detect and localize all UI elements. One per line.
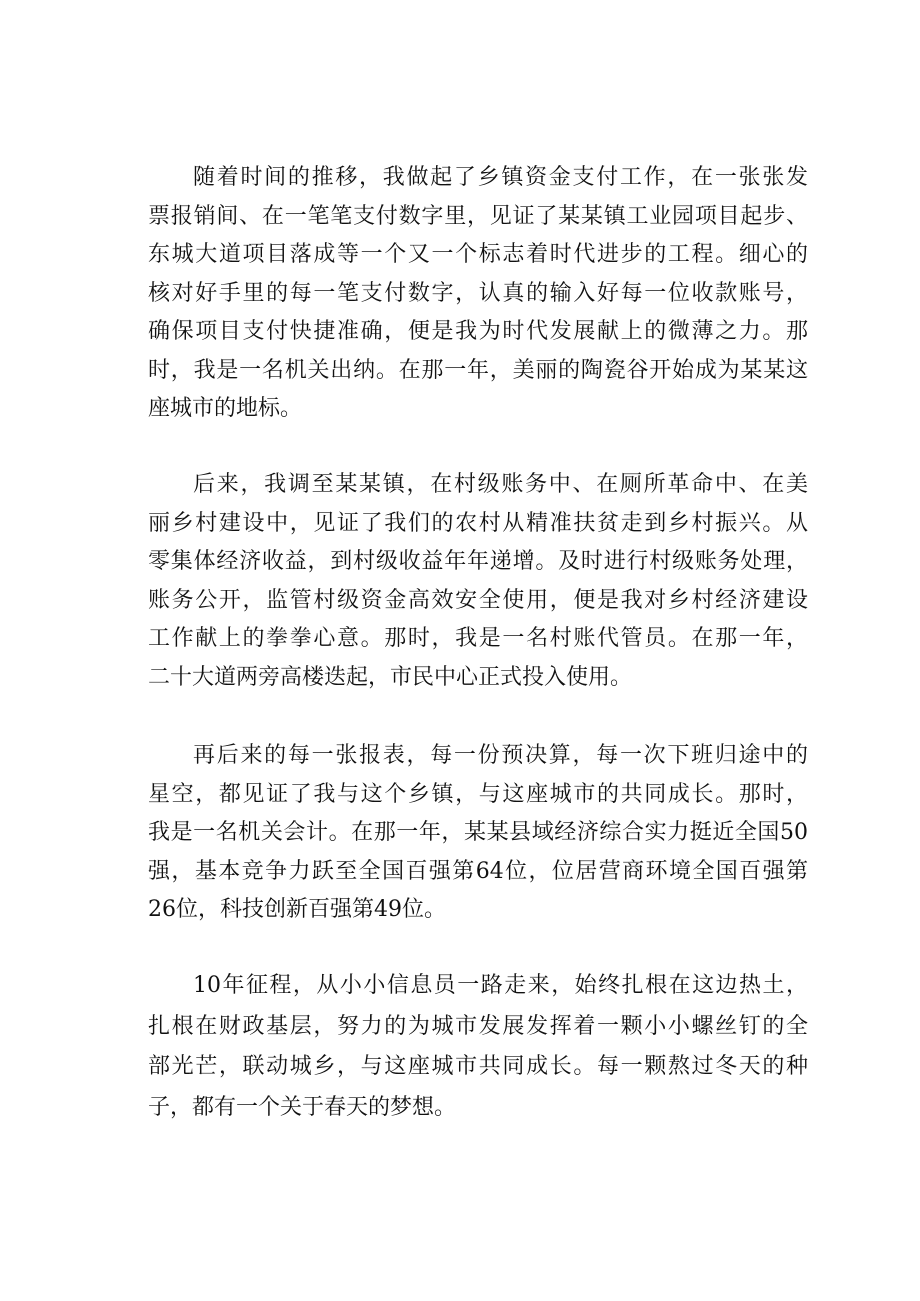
paragraph-line: 丽乡村建设中，见证了我们的农村从精准扶贫走到乡村振兴。从 — [148, 510, 808, 536]
paragraph-line: 核对好手里的每一笔支付数字，认真的输入好每一位收款账号， — [148, 280, 808, 306]
paragraph-line: 再后来的每一张报表，每一份预决算，每一次下班归途中的 — [193, 743, 808, 768]
paragraph-line: 26位，科技创新百强第49位。 — [148, 897, 446, 922]
paragraph-line: 星空，都见证了我与这个乡镇，与这座城市的共同成长。那时， — [148, 781, 808, 807]
paragraph-line: 零集体经济收益，到村级收益年年递增。及时进行村级账务处理， — [148, 549, 808, 574]
paragraph-line: 时，我是一名机关出纳。在那一年，美丽的陶瓷谷开始成为某某这 — [148, 357, 808, 383]
paragraph-line: 东城大道项目落成等一个又一个标志着时代进步的工程。细心的 — [148, 242, 808, 267]
paragraph-line: 扎根在财政基层，努力的为城市发展发挥着一颗小小螺丝钉的全 — [148, 1013, 808, 1039]
paragraph-line: 后来，我调至某某镇，在村级账务中、在厕所革命中、在美 — [193, 472, 808, 497]
paragraph-line: 座城市的地标。 — [148, 396, 303, 421]
paragraph-line: 部光芒，联动城乡，与这座城市共同成长。每一颗熬过冬天的种 — [148, 1054, 808, 1079]
paragraph-line: 我是一名机关会计。在那一年，某某县域经济综合实力挺近全国50 — [148, 820, 808, 845]
paragraph-line: 10年征程，从小小信息员一路走来，始终扎根在这边热土， — [193, 973, 808, 998]
paragraph-4 — [148, 966, 808, 1128]
paragraph-line: 子，都有一个关于春天的梦想。 — [148, 1094, 457, 1120]
paragraph-line: 二十大道两旁高楼迭起，市民中心正式投入使用。 — [148, 664, 633, 690]
paragraph-line: 确保项目支付快捷准确，便是我为时代发展献上的微薄之力。那 — [148, 319, 808, 344]
paragraph-2 — [148, 466, 808, 697]
paragraph-1 — [148, 159, 808, 429]
paragraph-line: 强，基本竞争力跃至全国百强第64位，位居营商环境全国百强第 — [148, 858, 808, 884]
paragraph-line: 随着时间的推移，我做起了乡镇资金支付工作，在一张张发 — [193, 165, 808, 190]
paragraph-line: 账务公开，监管村级资金高效安全使用，便是我对乡村经济建设 — [148, 587, 808, 613]
paragraph-3 — [148, 737, 808, 930]
paragraph-line: 工作献上的拳拳心意。那时，我是一名村账代管员。在那一年， — [148, 626, 808, 651]
paragraph-line: 票报销间、在一笔笔支付数字里，见证了某某镇工业园项目起步、 — [148, 203, 808, 229]
